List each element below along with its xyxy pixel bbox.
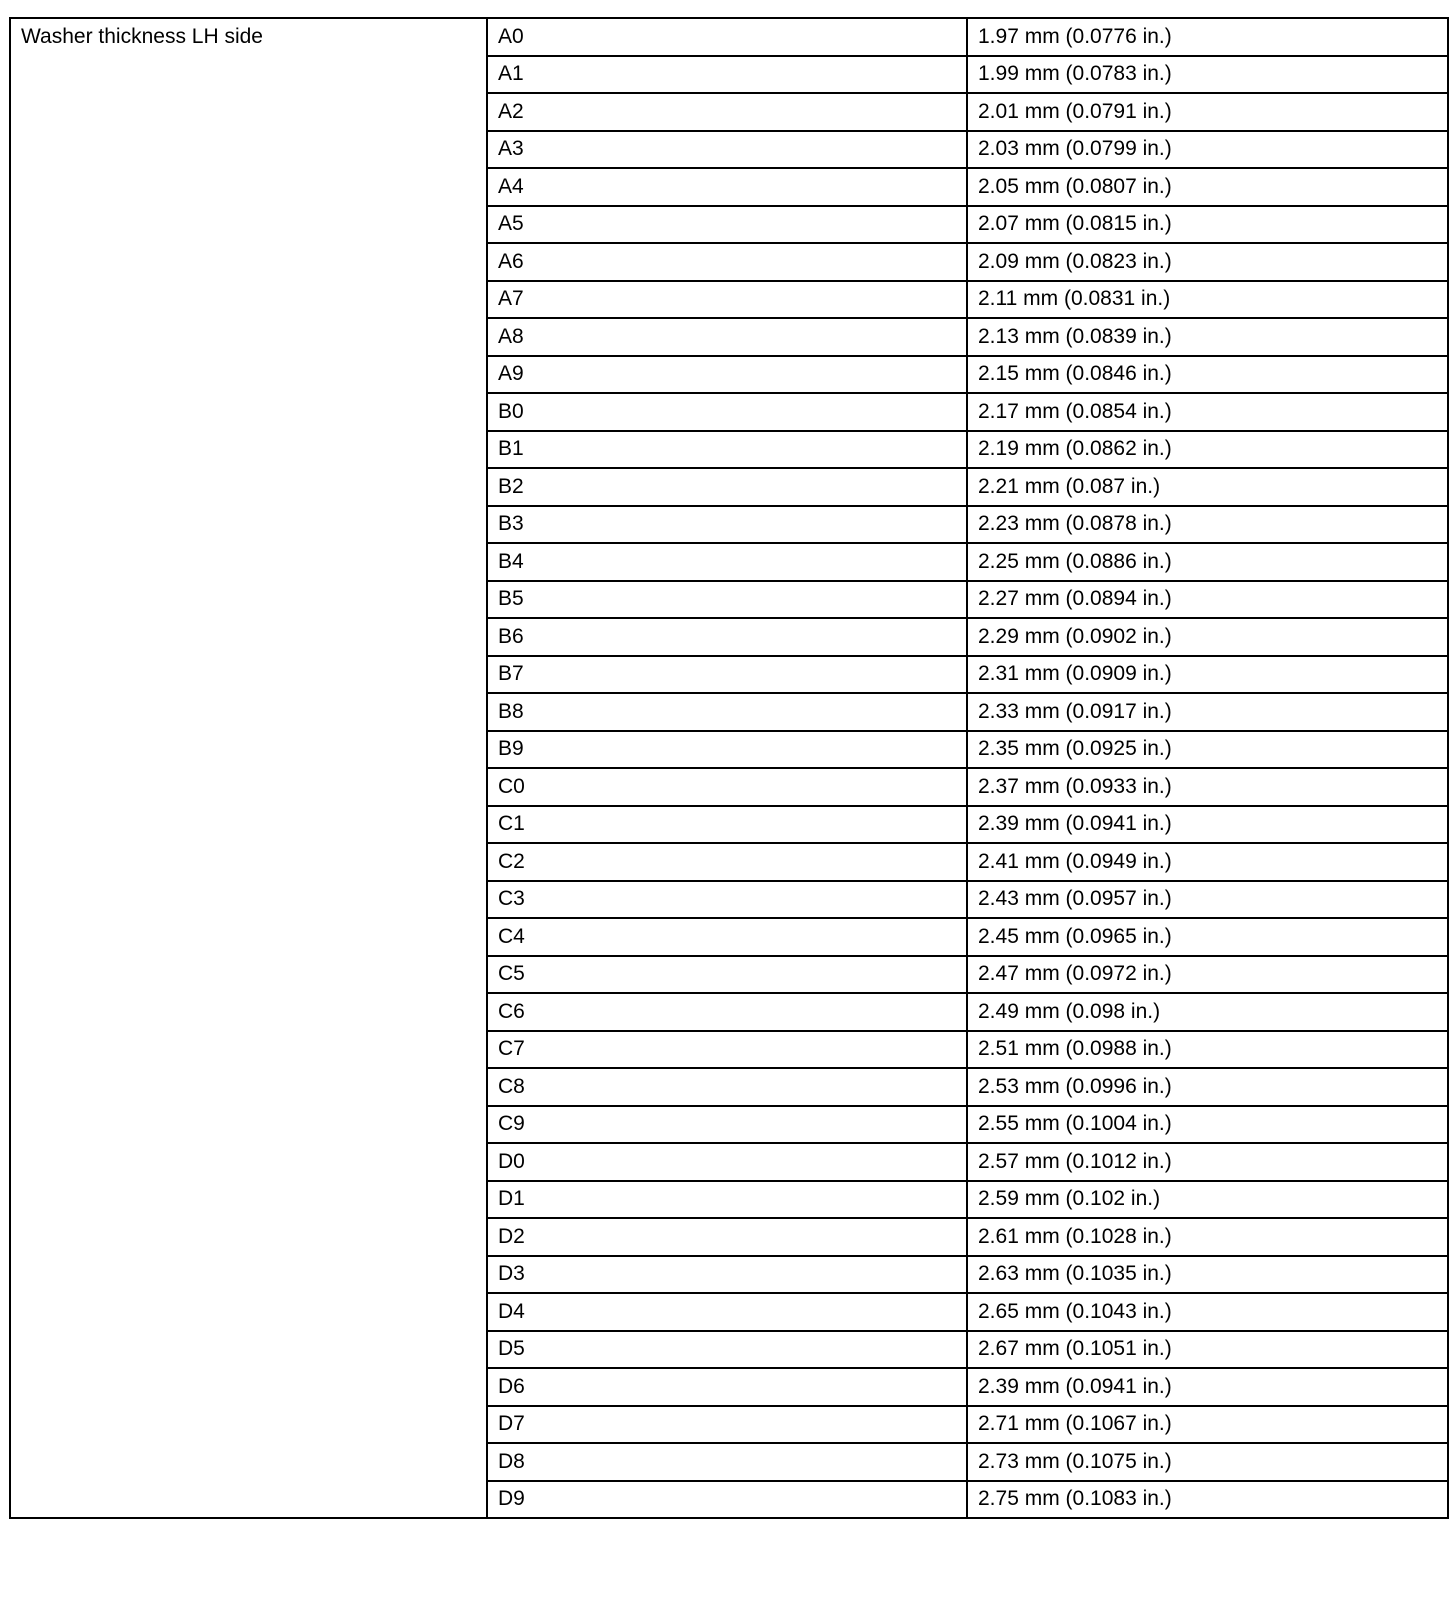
washer-code-cell: A2	[487, 93, 967, 131]
washer-code-cell: C0	[487, 768, 967, 806]
washer-thickness-cell: 2.35 mm (0.0925 in.)	[967, 731, 1448, 769]
washer-code-cell: D0	[487, 1143, 967, 1181]
washer-code-cell: A5	[487, 206, 967, 244]
washer-code-cell: B4	[487, 543, 967, 581]
washer-code-cell: B0	[487, 393, 967, 431]
washer-thickness-cell: 2.57 mm (0.1012 in.)	[967, 1143, 1448, 1181]
row-label-cell: Washer thickness LH side	[10, 18, 487, 1518]
washer-code-cell: A4	[487, 168, 967, 206]
washer-thickness-cell: 2.43 mm (0.0957 in.)	[967, 881, 1448, 919]
washer-code-cell: C5	[487, 956, 967, 994]
washer-thickness-cell: 1.99 mm (0.0783 in.)	[967, 56, 1448, 94]
washer-code-cell: B3	[487, 506, 967, 544]
washer-thickness-table	[9, 17, 1449, 1519]
washer-thickness-cell: 2.61 mm (0.1028 in.)	[967, 1218, 1448, 1256]
washer-code-cell: A6	[487, 243, 967, 281]
washer-thickness-cell: 2.73 mm (0.1075 in.)	[967, 1443, 1448, 1481]
washer-thickness-cell: 2.51 mm (0.0988 in.)	[967, 1031, 1448, 1069]
washer-thickness-cell: 2.25 mm (0.0886 in.)	[967, 543, 1448, 581]
washer-code-cell: A7	[487, 281, 967, 319]
washer-thickness-cell: 2.59 mm (0.102 in.)	[967, 1181, 1448, 1219]
table-body	[10, 18, 1448, 1518]
washer-code-cell: B1	[487, 431, 967, 469]
washer-code-cell: D6	[487, 1368, 967, 1406]
washer-thickness-cell: 2.65 mm (0.1043 in.)	[967, 1293, 1448, 1331]
washer-thickness-cell: 2.55 mm (0.1004 in.)	[967, 1106, 1448, 1144]
washer-code-cell: B9	[487, 731, 967, 769]
washer-code-cell: D7	[487, 1406, 967, 1444]
washer-code-cell: B8	[487, 693, 967, 731]
washer-code-cell: C4	[487, 918, 967, 956]
washer-thickness-cell: 2.41 mm (0.0949 in.)	[967, 843, 1448, 881]
washer-code-cell: C6	[487, 993, 967, 1031]
washer-thickness-cell: 2.31 mm (0.0909 in.)	[967, 656, 1448, 694]
washer-code-cell: A8	[487, 318, 967, 356]
washer-code-cell: C1	[487, 806, 967, 844]
washer-thickness-cell: 2.11 mm (0.0831 in.)	[967, 281, 1448, 319]
washer-thickness-cell: 2.01 mm (0.0791 in.)	[967, 93, 1448, 131]
washer-thickness-cell: 2.45 mm (0.0965 in.)	[967, 918, 1448, 956]
washer-code-cell: A9	[487, 356, 967, 394]
washer-thickness-cell: 2.75 mm (0.1083 in.)	[967, 1481, 1448, 1519]
washer-code-cell: C3	[487, 881, 967, 919]
washer-code-cell: D4	[487, 1293, 967, 1331]
washer-thickness-cell: 2.05 mm (0.0807 in.)	[967, 168, 1448, 206]
washer-code-cell: B7	[487, 656, 967, 694]
washer-code-cell: C9	[487, 1106, 967, 1144]
washer-thickness-cell: 2.19 mm (0.0862 in.)	[967, 431, 1448, 469]
washer-thickness-cell: 2.49 mm (0.098 in.)	[967, 993, 1448, 1031]
washer-code-cell: D8	[487, 1443, 967, 1481]
washer-thickness-cell: 1.97 mm (0.0776 in.)	[967, 18, 1448, 56]
washer-code-cell: C7	[487, 1031, 967, 1069]
washer-code-cell: A0	[487, 18, 967, 56]
washer-thickness-cell: 2.29 mm (0.0902 in.)	[967, 618, 1448, 656]
washer-thickness-cell: 2.23 mm (0.0878 in.)	[967, 506, 1448, 544]
washer-code-cell: D5	[487, 1331, 967, 1369]
washer-thickness-cell: 2.09 mm (0.0823 in.)	[967, 243, 1448, 281]
washer-code-cell: D1	[487, 1181, 967, 1219]
washer-code-cell: B5	[487, 581, 967, 619]
washer-code-cell: D2	[487, 1218, 967, 1256]
washer-thickness-cell: 2.15 mm (0.0846 in.)	[967, 356, 1448, 394]
washer-code-cell: C8	[487, 1068, 967, 1106]
table-row	[10, 18, 1448, 56]
washer-thickness-cell: 2.71 mm (0.1067 in.)	[967, 1406, 1448, 1444]
washer-code-cell: B2	[487, 468, 967, 506]
washer-thickness-cell: 2.39 mm (0.0941 in.)	[967, 1368, 1448, 1406]
washer-thickness-cell: 2.07 mm (0.0815 in.)	[967, 206, 1448, 244]
washer-thickness-cell: 2.37 mm (0.0933 in.)	[967, 768, 1448, 806]
washer-thickness-cell: 2.67 mm (0.1051 in.)	[967, 1331, 1448, 1369]
washer-code-cell: A1	[487, 56, 967, 94]
washer-thickness-cell: 2.53 mm (0.0996 in.)	[967, 1068, 1448, 1106]
washer-thickness-cell: 2.21 mm (0.087 in.)	[967, 468, 1448, 506]
washer-thickness-cell: 2.47 mm (0.0972 in.)	[967, 956, 1448, 994]
washer-thickness-cell: 2.33 mm (0.0917 in.)	[967, 693, 1448, 731]
washer-code-cell: D3	[487, 1256, 967, 1294]
washer-code-cell: D9	[487, 1481, 967, 1519]
washer-code-cell: A3	[487, 131, 967, 169]
washer-thickness-cell: 2.39 mm (0.0941 in.)	[967, 806, 1448, 844]
washer-code-cell: C2	[487, 843, 967, 881]
washer-thickness-cell: 2.13 mm (0.0839 in.)	[967, 318, 1448, 356]
washer-thickness-cell: 2.27 mm (0.0894 in.)	[967, 581, 1448, 619]
washer-code-cell: B6	[487, 618, 967, 656]
washer-thickness-cell: 2.63 mm (0.1035 in.)	[967, 1256, 1448, 1294]
washer-thickness-cell: 2.03 mm (0.0799 in.)	[967, 131, 1448, 169]
washer-thickness-cell: 2.17 mm (0.0854 in.)	[967, 393, 1448, 431]
